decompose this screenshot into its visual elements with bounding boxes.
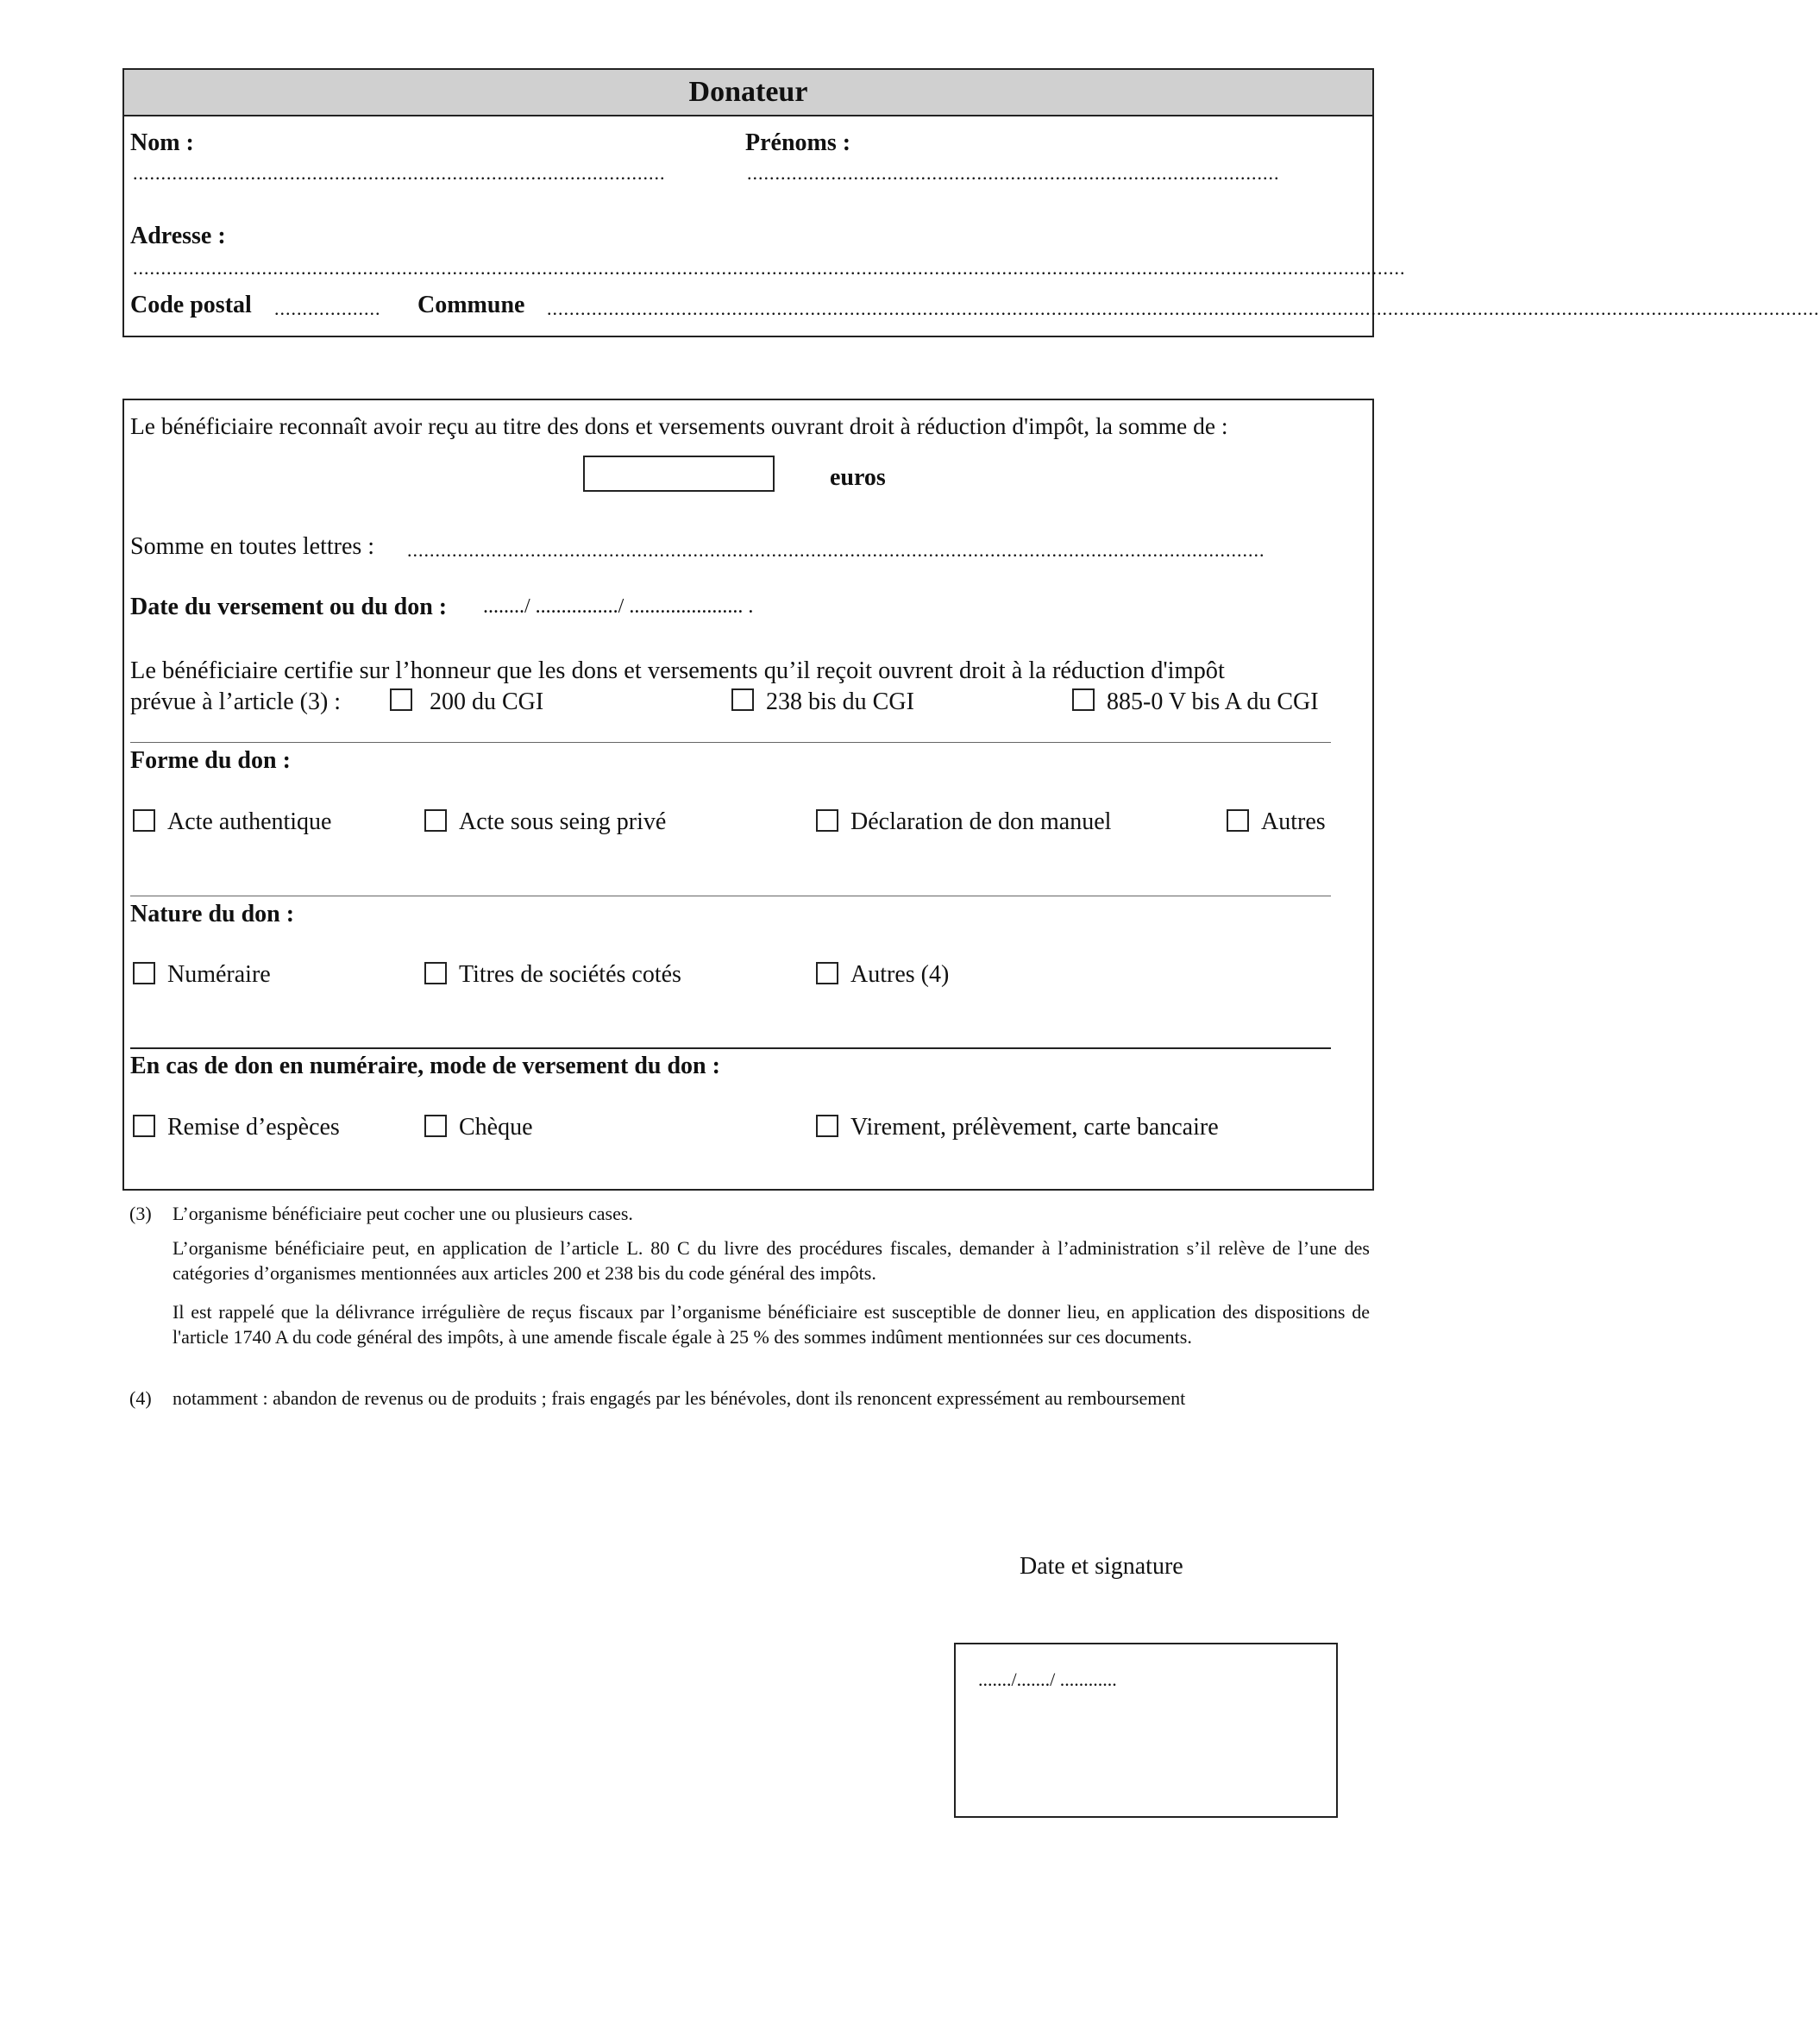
label-art-238bis: 238 bis du CGI — [766, 688, 914, 715]
currency-label: euros — [830, 464, 886, 491]
adresse-field[interactable]: ................................................................................................................................................................................................................................... — [133, 257, 1406, 279]
checkbox-virement[interactable] — [816, 1115, 838, 1137]
checkbox-titres-societes[interactable] — [424, 962, 447, 984]
checkbox-art-200[interactable] — [390, 688, 412, 711]
divider-mode — [130, 1047, 1331, 1049]
note3-para2: L’organisme bénéficiaire peut, en application de l’article L. 80 C du livre des procédures fiscales, demander à l’administration s’il relève de l’une des catégories d’organismes mentionnées aux articles 200 et 238 bis du code général des impôts. — [173, 1237, 1370, 1284]
signature-box[interactable] — [954, 1643, 1338, 1818]
commune-label: Commune — [417, 292, 525, 318]
somme-lettres-label: Somme en toutes lettres : — [130, 533, 375, 560]
date-versement-field[interactable]: ......../ ................/ ...................... . — [483, 595, 754, 618]
donor-header — [124, 70, 1372, 116]
checkbox-acte-authentique[interactable] — [133, 809, 155, 832]
checkbox-art-238bis[interactable] — [731, 688, 754, 711]
certify-line1: Le bénéficiaire certifie sur l’honneur que les dons et versements qu’il reçoit ouvrent droit à la réduction d'impôt — [130, 657, 1225, 684]
label-virement: Virement, prélèvement, carte bancaire — [850, 1114, 1219, 1141]
code-postal-field[interactable]: ................... — [274, 298, 381, 319]
note3-marker: (3) — [129, 1203, 152, 1224]
checkbox-declaration-don-manuel[interactable] — [816, 809, 838, 832]
checkbox-cheque[interactable] — [424, 1115, 447, 1137]
signature-label: Date et signature — [1020, 1553, 1183, 1580]
label-nature-autres: Autres (4) — [850, 961, 950, 988]
label-especes: Remise d’espèces — [167, 1114, 340, 1141]
nom-label: Nom : — [130, 129, 194, 156]
checkbox-art-885[interactable] — [1072, 688, 1095, 711]
label-forme-autres: Autres — [1261, 808, 1326, 835]
certify-line2: prévue à l’article (3) : — [130, 688, 342, 715]
checkbox-forme-autres[interactable] — [1227, 809, 1249, 832]
label-acte-sous-seing: Acte sous seing privé — [459, 808, 667, 835]
label-cheque: Chèque — [459, 1114, 533, 1141]
label-art-885: 885-0 V bis A du CGI — [1107, 688, 1319, 715]
receipt-intro: Le bénéficiaire reconnaît avoir reçu au titre des dons et versements ouvrant droit à réduction d'impôt, la somme de : — [130, 412, 1228, 439]
checkbox-nature-autres[interactable] — [816, 962, 838, 984]
checkbox-especes[interactable] — [133, 1115, 155, 1137]
forme-title: Forme du don : — [130, 747, 291, 774]
label-numeraire: Numéraire — [167, 961, 271, 988]
note4-text: notamment : abandon de revenus ou de produits ; frais engagés par les bénévoles, dont ils renoncent expressément au remboursement — [173, 1387, 1186, 1409]
checkbox-numeraire[interactable] — [133, 962, 155, 984]
adresse-label: Adresse : — [130, 223, 226, 249]
label-art-200: 200 du CGI — [430, 688, 544, 715]
divider-forme — [130, 742, 1331, 743]
label-acte-authentique: Acte authentique — [167, 808, 332, 835]
code-postal-label: Code postal — [130, 292, 252, 318]
prenoms-field[interactable]: ............................................................................................... — [747, 162, 1280, 184]
label-titres-societes: Titres de sociétés cotés — [459, 961, 681, 988]
commune-field[interactable]: ................................................................................................................................................................................................................................... — [547, 298, 1820, 319]
mode-title: En cas de don en numéraire, mode de versement du don : — [130, 1053, 720, 1079]
prenoms-label: Prénoms : — [745, 129, 851, 156]
label-declaration-don-manuel: Déclaration de don manuel — [850, 808, 1112, 835]
somme-lettres-field[interactable]: ......................................................................................................................................................... — [407, 539, 1265, 561]
note3-para3: Il est rappelé que la délivrance irrégulière de reçus fiscaux par l’organisme bénéficiaire est susceptible de donner lieu, en application des dispositions de l'article 1740 A du code général des impôts, à une amende fiscale égale à 25 % des sommes indûment mentionnées sur ces documents. — [173, 1301, 1370, 1348]
donor-title: Donateur — [688, 76, 808, 108]
signature-date-field[interactable]: ......./......./ ............ — [978, 1669, 1117, 1690]
note3-line1: L’organisme bénéficiaire peut cocher une ou plusieurs cases. — [173, 1203, 633, 1224]
date-versement-label: Date du versement ou du don : — [130, 594, 448, 620]
note4-marker: (4) — [129, 1387, 152, 1409]
checkbox-acte-sous-seing[interactable] — [424, 809, 447, 832]
amount-input[interactable] — [583, 456, 775, 492]
nom-field[interactable]: ............................................................................................... — [133, 162, 666, 184]
nature-title: Nature du don : — [130, 901, 295, 927]
